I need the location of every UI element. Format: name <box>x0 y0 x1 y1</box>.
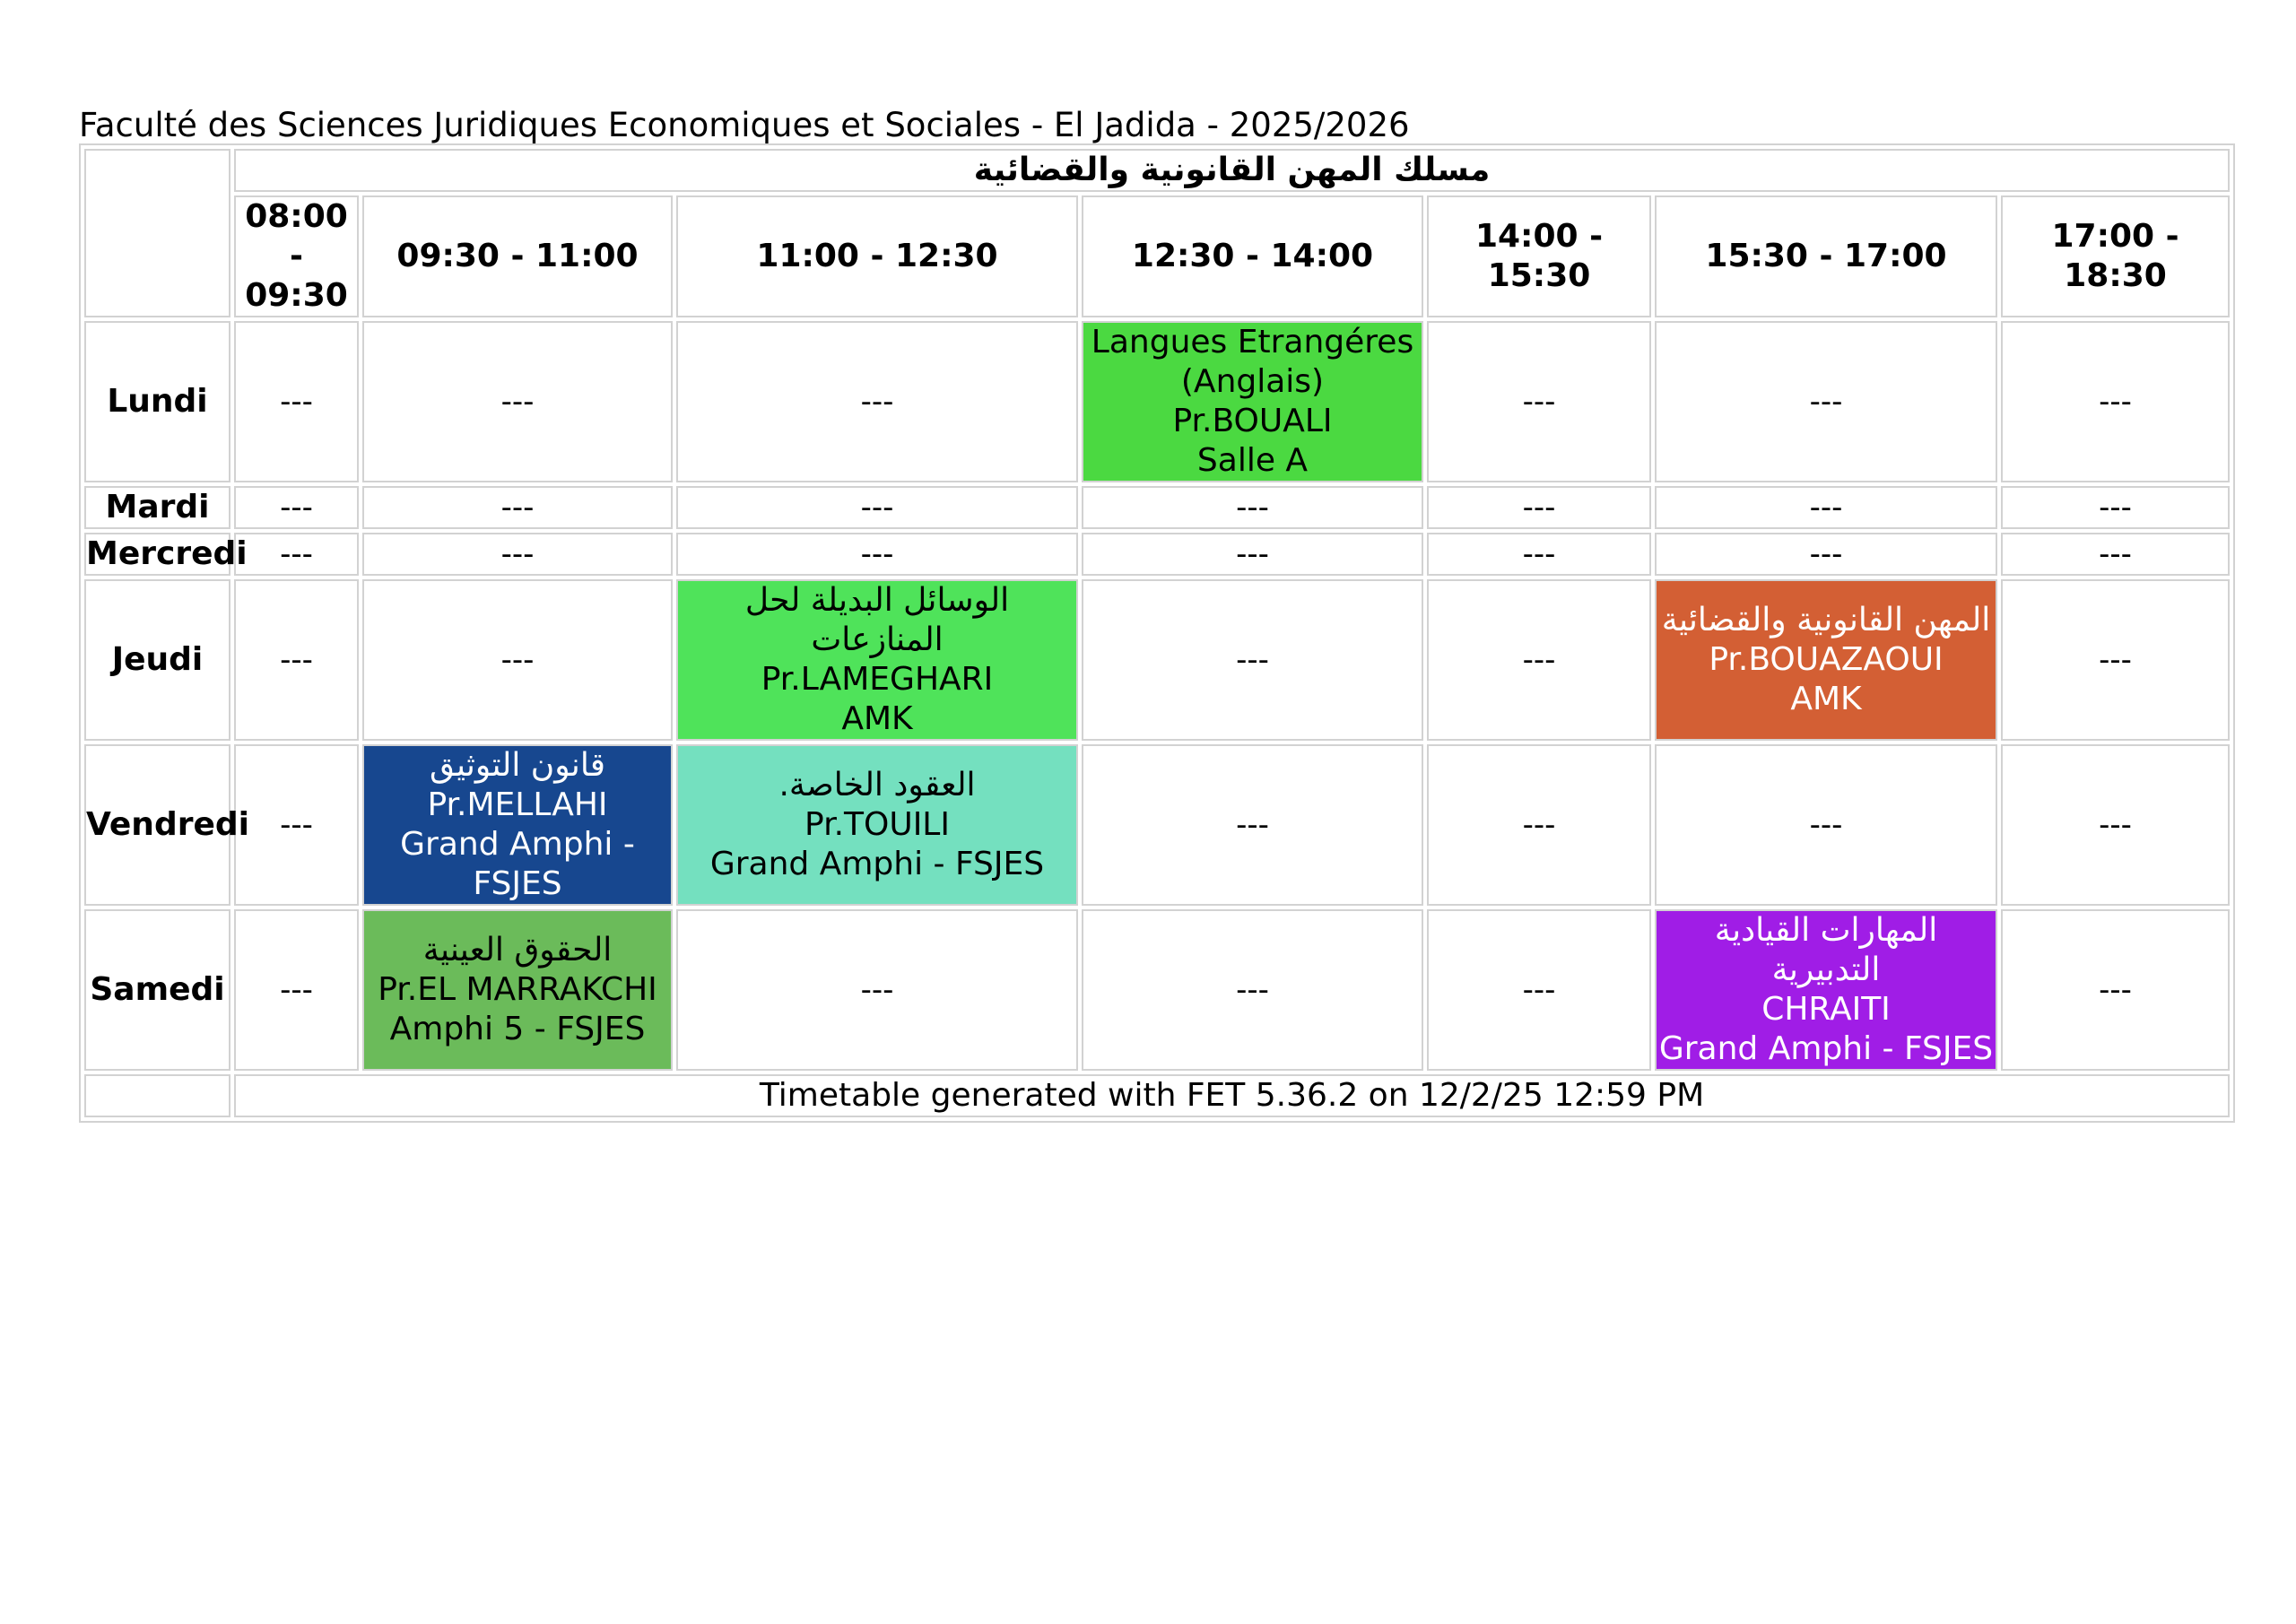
course-professor: Pr.TOUILI <box>804 806 950 843</box>
day-label: Jeudi <box>84 579 230 741</box>
slot-header: 12:30 - 14:00 <box>1082 195 1423 317</box>
footer-row <box>84 1074 2230 1117</box>
course-title: الحقوق العينية <box>422 932 613 968</box>
course-title-continued: المنازعات <box>811 621 944 658</box>
empty-slot: --- <box>234 744 359 906</box>
course-cell-alternative-dispute[interactable] <box>676 579 1078 741</box>
empty-slot: --- <box>1427 533 1651 576</box>
course-professor: Pr.LAMEGHARI <box>761 661 994 698</box>
course-professor: Pr.MELLAHI <box>427 786 608 823</box>
footer-corner-cell <box>84 1074 230 1117</box>
empty-slot: --- <box>362 533 673 576</box>
empty-slot: --- <box>676 533 1078 576</box>
course-subtitle: (Anglais) <box>1180 363 1325 400</box>
empty-slot: --- <box>2001 909 2230 1071</box>
program-title: مسلك المهن القانونية والقضائية <box>234 149 2230 192</box>
empty-slot: --- <box>362 321 673 482</box>
slot-header: 09:30 - 11:00 <box>362 195 673 317</box>
day-row-vendredi <box>84 744 2230 906</box>
day-row-mercredi <box>84 533 2230 576</box>
empty-slot: --- <box>234 486 359 529</box>
course-title: المهارات القيادية التدبيرية <box>1714 912 1938 988</box>
day-row-jeudi <box>84 579 2230 741</box>
empty-slot: --- <box>2001 744 2230 906</box>
empty-slot: --- <box>2001 579 2230 741</box>
empty-slot: --- <box>1427 744 1651 906</box>
day-row-lundi <box>84 321 2230 482</box>
course-title: العقود الخاصة. <box>778 767 976 803</box>
course-room: Grand Amphi - FSJES <box>1658 1030 1994 1067</box>
page-caption: Faculté des Sciences Juridiques Economiques et Sociales - El Jadida - 2025/2026 <box>79 106 1410 144</box>
course-professor: Pr.EL MARRAKCHI <box>378 971 657 1008</box>
day-label: Mardi <box>84 486 230 529</box>
course-title: المهن القانونية والقضائية <box>1661 602 1991 638</box>
empty-slot: --- <box>1655 744 1997 906</box>
course-title: الوسائل البديلة لحل <box>744 582 1010 619</box>
course-room: Amphi 5 - FSJES <box>389 1011 646 1047</box>
generator-footer: Timetable generated with FET 5.36.2 on 12/2/25 12:59 PM <box>234 1074 2230 1117</box>
course-title: Langues Etrangéres <box>1091 324 1414 360</box>
empty-slot: --- <box>2001 486 2230 529</box>
course-room: Grand Amphi - FSJES <box>709 846 1045 882</box>
empty-slot: --- <box>1427 486 1651 529</box>
course-cell-notary-law[interactable] <box>362 744 673 906</box>
empty-slot: --- <box>1655 321 1997 482</box>
empty-slot: --- <box>234 533 359 576</box>
slot-header: 08:00 - 09:30 <box>234 195 359 317</box>
empty-slot: --- <box>1427 579 1651 741</box>
day-row-mardi <box>84 486 2230 529</box>
course-title: قانون التوثيق <box>429 747 605 784</box>
empty-slot: --- <box>1427 909 1651 1071</box>
slot-header: 14:00 - 15:30 <box>1427 195 1651 317</box>
course-professor: Pr.BOUAZAOUI <box>1709 641 1944 678</box>
empty-slot: --- <box>676 321 1078 482</box>
course-professor: Pr.BOUALI <box>1172 403 1333 439</box>
empty-slot: --- <box>1427 321 1651 482</box>
day-label: Vendredi <box>84 744 230 906</box>
empty-slot: --- <box>234 579 359 741</box>
empty-slot: --- <box>1655 486 1997 529</box>
day-row-samedi <box>84 909 2230 1071</box>
empty-slot: --- <box>362 579 673 741</box>
empty-slot: --- <box>1082 744 1423 906</box>
empty-slot: --- <box>676 909 1078 1071</box>
empty-slot: --- <box>1082 909 1423 1071</box>
slot-header: 17:00 - 18:30 <box>2001 195 2230 317</box>
empty-slot: --- <box>1082 486 1423 529</box>
empty-slot: --- <box>2001 321 2230 482</box>
slot-header: 11:00 - 12:30 <box>676 195 1078 317</box>
day-label: Mercredi <box>84 533 230 576</box>
day-label: Samedi <box>84 909 230 1071</box>
course-room: AMK <box>1790 681 1862 717</box>
empty-slot: --- <box>362 486 673 529</box>
course-professor: CHRAITI <box>1761 991 1891 1028</box>
empty-slot: --- <box>1082 533 1423 576</box>
day-label: Lundi <box>84 321 230 482</box>
empty-slot: --- <box>676 486 1078 529</box>
empty-slot: --- <box>1655 533 1997 576</box>
course-room: Salle A <box>1196 442 1309 479</box>
timetable <box>79 143 2235 1123</box>
course-cell-special-contracts[interactable] <box>676 744 1078 906</box>
course-room: Grand Amphi - FSJES <box>400 826 635 902</box>
course-cell-leadership-skills[interactable] <box>1655 909 1997 1071</box>
corner-cell <box>84 149 230 317</box>
slot-header: 15:30 - 17:00 <box>1655 195 1997 317</box>
course-room: AMK <box>841 700 913 737</box>
empty-slot: --- <box>1082 579 1423 741</box>
course-cell-legal-professions[interactable] <box>1655 579 1997 741</box>
course-cell-real-rights[interactable] <box>362 909 673 1071</box>
course-cell-langues[interactable] <box>1082 321 1423 482</box>
empty-slot: --- <box>234 321 359 482</box>
empty-slot: --- <box>2001 533 2230 576</box>
empty-slot: --- <box>234 909 359 1071</box>
